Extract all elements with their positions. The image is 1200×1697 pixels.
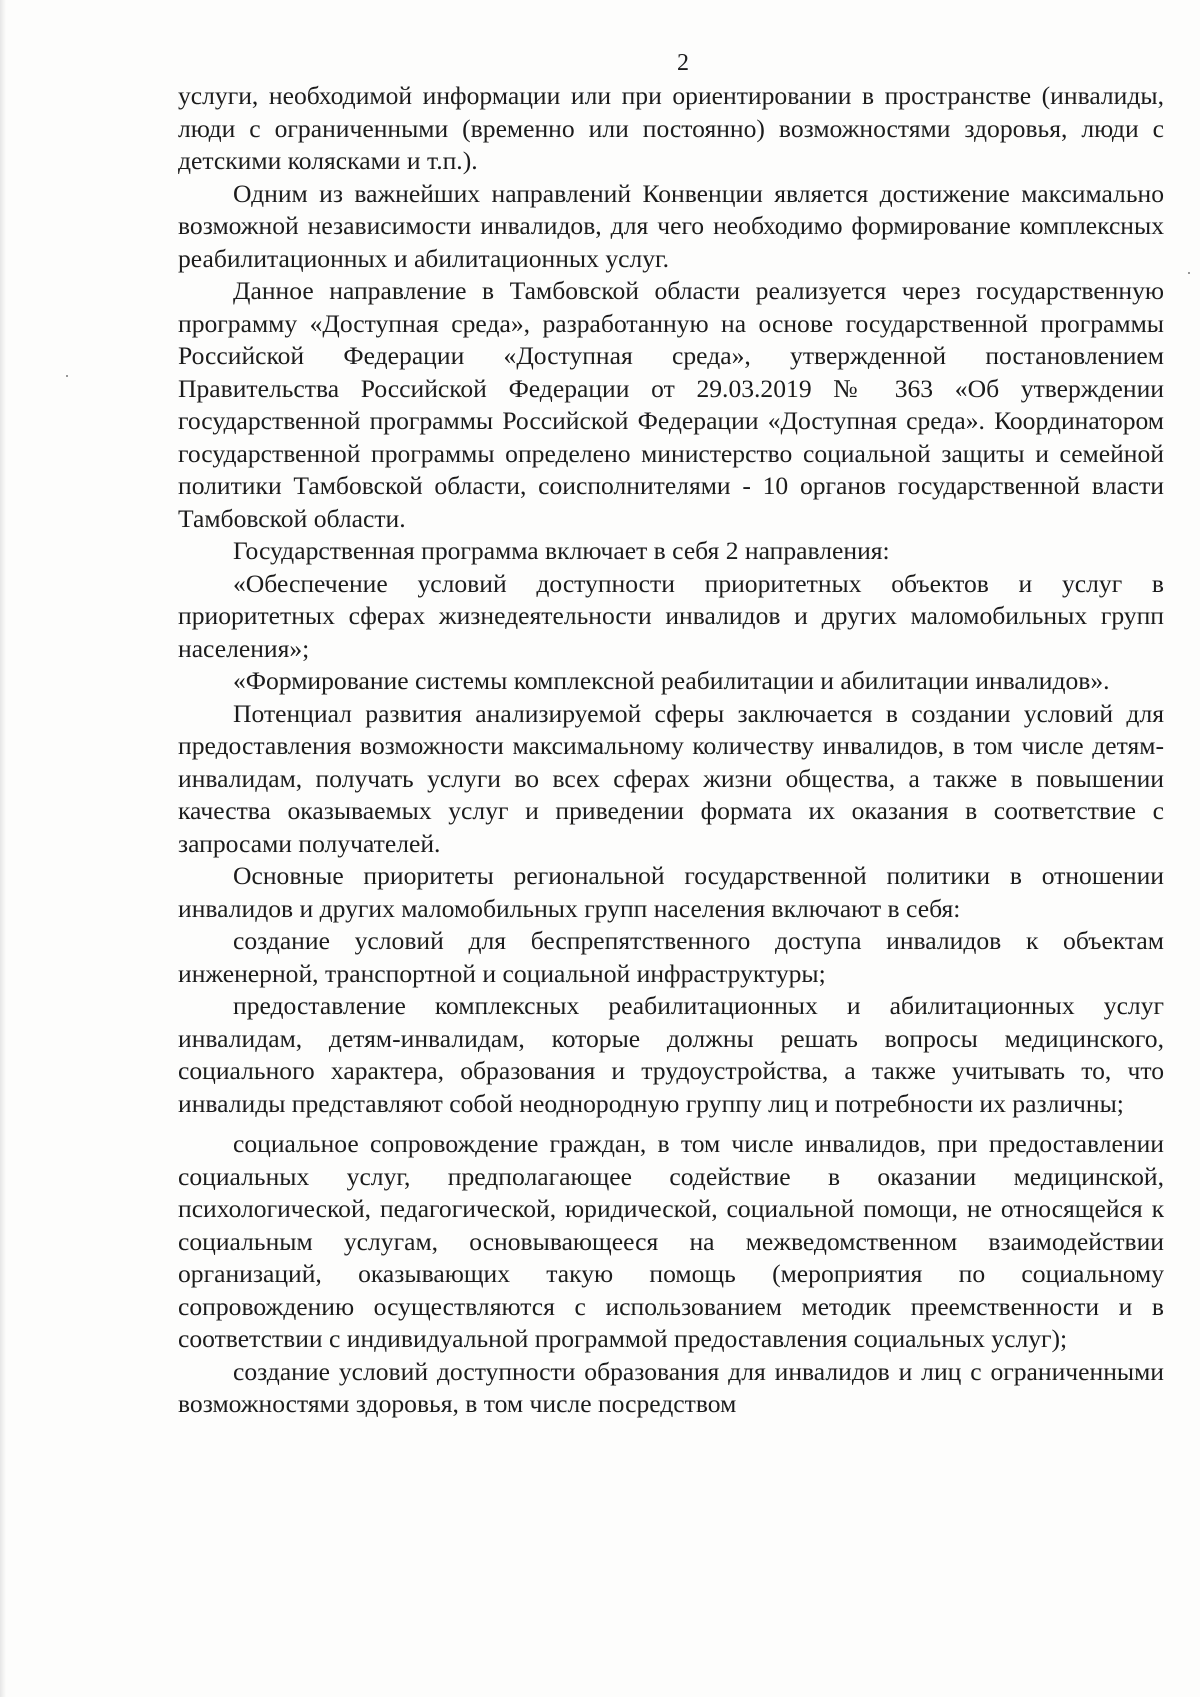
- scan-speck: [66, 375, 68, 377]
- paragraph-tambov-program: Данное направление в Тамбовской области реализуется через государственную программу «Доступная среда», разработанную на основе государственной программы Российской Федерации «Доступная среда», утвержденной постановлением Правительства Российской Федерации от 29.03.2019 № 363 «Об утверждении государственной программы Российской Федерации «Доступная среда». Координатором государственной программы определено министерство социальной защиты и семейной политики Тамбовской области, соисполнителями - 10 органов государственной власти Тамбовской области.: [178, 276, 1164, 533]
- paragraph-priority-rehabilitation: предоставление комплексных реабилитационных и абилитационных услуг инвалидам, детям-инвалидам, которые должны решать вопросы медицинского, социального характера, образования и трудоустройства, а также учитывать то, что инвалиды представляют собой неоднородную группу лиц и потребности их различны;: [178, 991, 1164, 1118]
- paragraph-potential: Потенциал развития анализируемой сферы заключается в создании условий для предоставления возможности максимальному количеству инвалидов, в том числе детям-инвалидам, получать услуги во всех сферах жизни общества, а также в повышении качества оказываемых услуг и приведении формата их оказания в соответствие с запросами получателей.: [178, 698, 1164, 858]
- paragraph-program-directions: Государственная программа включает в себя 2 направления:: [233, 536, 890, 565]
- document-body: [178, 80, 1164, 1421]
- scan-edge-shadow: [0, 0, 6, 1697]
- scan-speck: [1188, 272, 1190, 274]
- paragraph-convention: Одним из важнейших направлений Конвенции является достижение максимально возможной независимости инвалидов, для чего необходимо формирование комплексных реабилитационных и абилитационных услуг.: [178, 178, 1164, 273]
- paragraph-direction-1: «Обеспечение условий доступности приоритетных объектов и услуг в приоритетных сферах жизнедеятельности инвалидов и других маломобильных групп населения»;: [178, 568, 1164, 663]
- paragraph-continuation: услуги, необходимой информации или при ориентировании в пространстве (инвалиды, люди с ограниченными (временно или постоянно) возможностями здоровья, люди с детскими колясками и т.п.).: [178, 81, 1164, 175]
- paragraph-direction-2: «Формирование системы комплексной реабилитации и абилитации инвалидов».: [233, 666, 1110, 695]
- paragraph-priorities: Основные приоритеты региональной государственной политики в отношении инвалидов и других маломобильных групп населения включают в себя:: [178, 861, 1164, 923]
- paragraph-priority-social-support: социальное сопровождение граждан, в том числе инвалидов, при предоставлении социальных услуг, предполагающее содействие в оказании медицинской, психологической, педагогической, юридической, социальной помощи, не относящейся к социальным услугам, основывающееся на межведомственном взаимодействии организаций, оказывающих такую помощь (мероприятия по социальному сопровождению осуществляются с использованием методик преемственности и в соответствии с индивидуальной программой предоставления социальных услуг);: [178, 1129, 1164, 1353]
- paragraph-priority-education: создание условий доступности образования для инвалидов и лиц с ограниченными возможностями здоровья, в том числе посредством: [178, 1356, 1164, 1418]
- page-number: 2: [677, 50, 689, 76]
- paragraph-priority-access: создание условий для беспрепятственного доступа инвалидов к объектам инженерной, транспортной и социальной инфраструктуры;: [178, 926, 1164, 988]
